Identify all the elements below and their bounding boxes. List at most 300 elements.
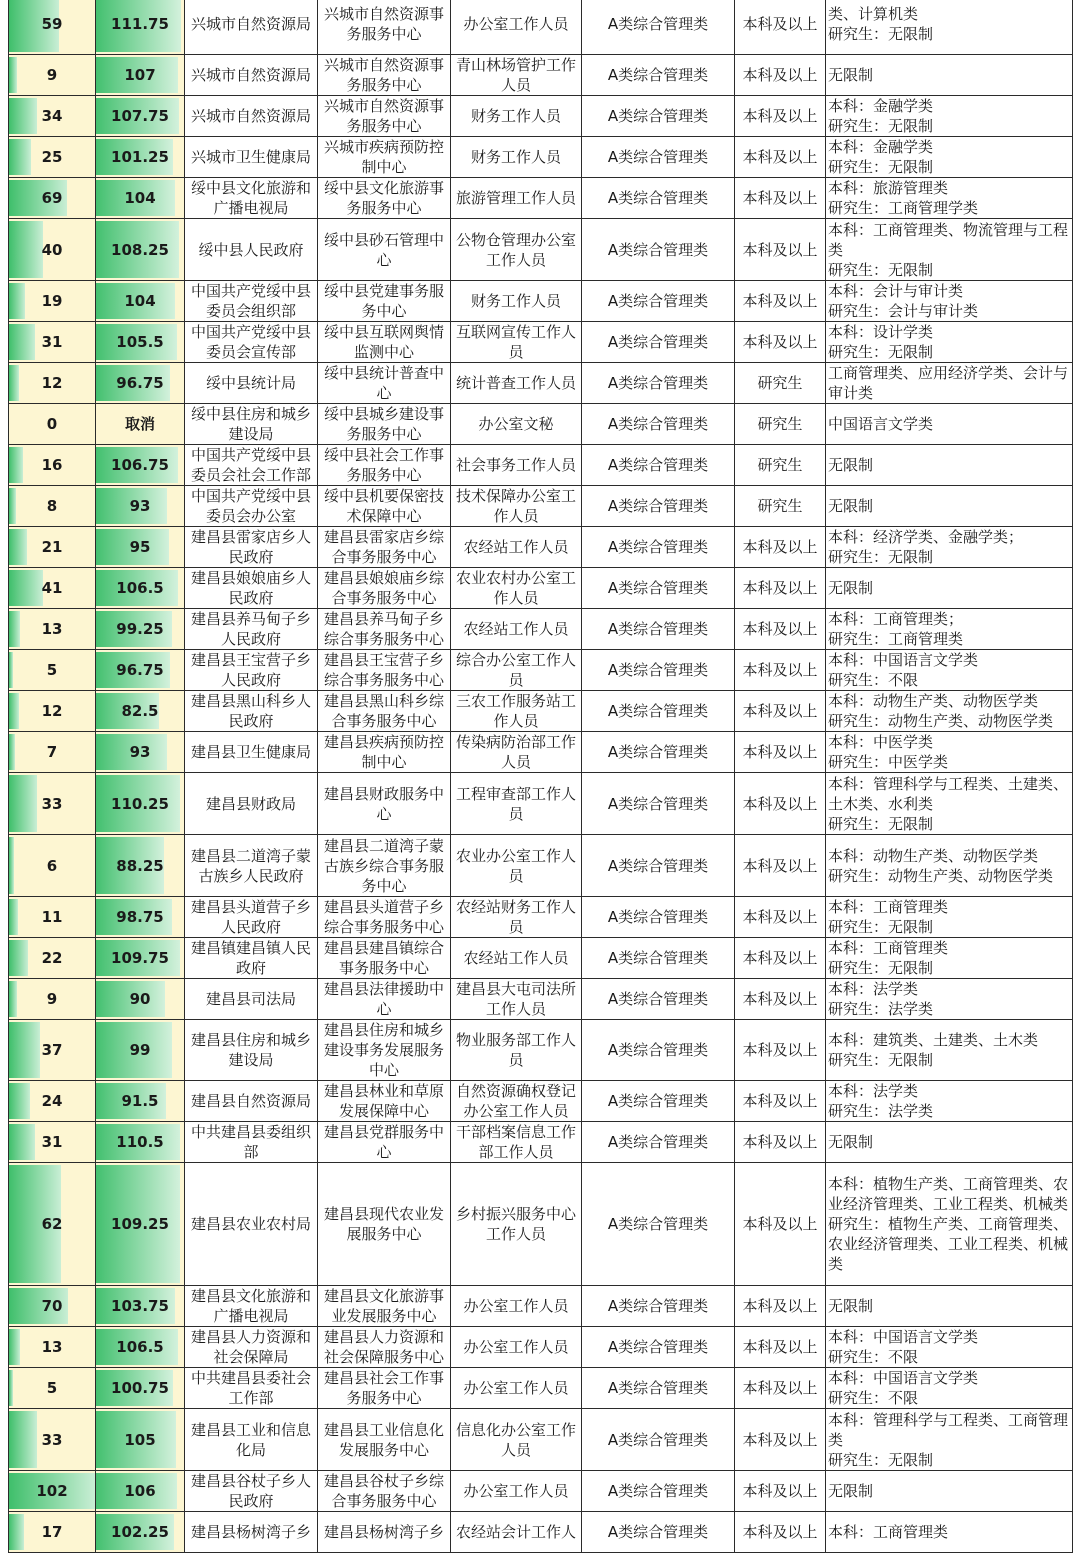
score-value: 104 bbox=[124, 189, 156, 207]
department-cell: 建昌县养马甸子乡人民政府 bbox=[185, 609, 318, 650]
unit-cell: 建昌县谷杖子乡综合事务服务中心 bbox=[318, 1471, 451, 1512]
category-cell: A类综合管理类 bbox=[582, 691, 735, 732]
applicant-count-cell bbox=[9, 938, 96, 979]
unit-cell: 建昌县住房和城乡建设事务发展服务中心 bbox=[318, 1020, 451, 1081]
department-cell: 中国共产党绥中县委员会办公室 bbox=[185, 486, 318, 527]
score-value: 取消 bbox=[124, 415, 155, 433]
applicant-count: 16 bbox=[41, 456, 63, 474]
unit-cell: 绥中县统计普查中心 bbox=[318, 363, 451, 404]
department-cell: 建昌县文化旅游和广播电视局 bbox=[185, 1286, 318, 1327]
applicant-count-bar bbox=[9, 139, 31, 175]
unit-cell: 绥中县机要保密技术保障中心 bbox=[318, 486, 451, 527]
score-cell bbox=[96, 96, 185, 137]
category-cell: A类综合管理类 bbox=[582, 1286, 735, 1327]
score-cell bbox=[96, 835, 185, 897]
score-cell bbox=[96, 979, 185, 1020]
category-cell: A类综合管理类 bbox=[582, 219, 735, 281]
department-cell: 建昌县头道营子乡人民政府 bbox=[185, 897, 318, 938]
requirement-cell: 工商管理类、应用经济学类、会计与审计类 bbox=[826, 363, 1073, 404]
applicant-count-cell bbox=[9, 979, 96, 1020]
applicant-count-bar bbox=[9, 221, 43, 278]
requirement-cell: 本科：中国语言文学类 研究生：不限 bbox=[826, 1327, 1073, 1368]
score-value: 110.25 bbox=[111, 794, 169, 813]
requirement-cell: 本科：法学类 研究生：法学类 bbox=[826, 1081, 1073, 1122]
department-cell: 建昌县农业农村局 bbox=[185, 1163, 318, 1286]
department-cell: 建昌县财政局 bbox=[185, 773, 318, 835]
score-cell bbox=[96, 0, 185, 55]
post-cell: 办公室工作人员 bbox=[451, 1327, 582, 1368]
applicant-count-bar bbox=[9, 837, 14, 894]
table-row bbox=[9, 281, 1073, 322]
applicant-count: 8 bbox=[46, 497, 58, 515]
score-cell bbox=[96, 1409, 185, 1471]
applicant-count-cell bbox=[9, 1122, 96, 1163]
category-cell: A类综合管理类 bbox=[582, 938, 735, 979]
education-cell: 研究生 bbox=[735, 404, 826, 445]
score-value: 109.25 bbox=[111, 1215, 169, 1233]
table-row bbox=[9, 1020, 1073, 1081]
applicant-count: 6 bbox=[46, 856, 58, 875]
table-row bbox=[9, 938, 1073, 979]
unit-cell: 绥中县文化旅游事务服务中心 bbox=[318, 178, 451, 219]
department-cell: 中共建昌县委组织部 bbox=[185, 1122, 318, 1163]
post-cell: 农经站工作人员 bbox=[451, 609, 582, 650]
category-cell: A类综合管理类 bbox=[582, 137, 735, 178]
score-value: 96.75 bbox=[116, 661, 164, 679]
applicant-count: 37 bbox=[41, 1041, 63, 1059]
score-cell bbox=[96, 1163, 185, 1286]
score-value: 111.75 bbox=[111, 14, 169, 33]
requirement-cell: 无限制 bbox=[826, 1471, 1073, 1512]
requirement-cell: 本科：会计与审计类 研究生：会计与审计类 bbox=[826, 281, 1073, 322]
category-cell: A类综合管理类 bbox=[582, 1327, 735, 1368]
requirement-cell: 本科：动物生产类、动物医学类 研究生：动物生产类、动物医学类 bbox=[826, 691, 1073, 732]
table-row bbox=[9, 178, 1073, 219]
unit-cell: 建昌县养马甸子乡综合事务服务中心 bbox=[318, 609, 451, 650]
requirement-cell: 本科：旅游管理类 研究生：工商管理学类 bbox=[826, 178, 1073, 219]
applicant-count-bar bbox=[9, 940, 28, 976]
applicant-count-cell bbox=[9, 1163, 96, 1286]
post-cell: 乡村振兴服务中心工作人员 bbox=[451, 1163, 582, 1286]
score-cell bbox=[96, 486, 185, 527]
applicant-count: 7 bbox=[46, 743, 58, 761]
category-cell: A类综合管理类 bbox=[582, 897, 735, 938]
category-cell: A类综合管理类 bbox=[582, 773, 735, 835]
table-row bbox=[9, 55, 1073, 96]
post-cell: 青山林场管护工作人员 bbox=[451, 55, 582, 96]
applicant-count-cell bbox=[9, 609, 96, 650]
post-cell: 社会事务工作人员 bbox=[451, 445, 582, 486]
applicant-count-cell bbox=[9, 178, 96, 219]
score-cell bbox=[96, 691, 185, 732]
education-cell: 本科及以上 bbox=[735, 137, 826, 178]
applicant-count-cell bbox=[9, 0, 96, 55]
unit-cell: 建昌县雷家店乡综合事务服务中心 bbox=[318, 527, 451, 568]
table-row bbox=[9, 1368, 1073, 1409]
department-cell: 建昌县谷杖子乡人民政府 bbox=[185, 1471, 318, 1512]
applicant-count: 24 bbox=[41, 1092, 63, 1110]
table-row bbox=[9, 773, 1073, 835]
score-value: 82.5 bbox=[121, 702, 159, 720]
score-cell bbox=[96, 445, 185, 486]
applicant-count-cell bbox=[9, 1327, 96, 1368]
table-row bbox=[9, 835, 1073, 897]
category-cell: A类综合管理类 bbox=[582, 650, 735, 691]
department-cell: 建昌县黑山科乡人民政府 bbox=[185, 691, 318, 732]
category-cell: A类综合管理类 bbox=[582, 835, 735, 897]
education-cell: 本科及以上 bbox=[735, 979, 826, 1020]
post-cell: 办公室工作人员 bbox=[451, 1368, 582, 1409]
category-cell: A类综合管理类 bbox=[582, 1471, 735, 1512]
applicant-count-bar bbox=[9, 652, 13, 688]
applicant-count-bar bbox=[9, 488, 16, 524]
score-value: 101.25 bbox=[111, 148, 169, 166]
score-cell bbox=[96, 527, 185, 568]
department-cell: 建昌县卫生健康局 bbox=[185, 732, 318, 773]
table-row bbox=[9, 732, 1073, 773]
applicant-count: 19 bbox=[41, 292, 63, 310]
category-cell: A类综合管理类 bbox=[582, 281, 735, 322]
department-cell: 绥中县文化旅游和广播电视局 bbox=[185, 178, 318, 219]
education-cell: 本科及以上 bbox=[735, 527, 826, 568]
table-row bbox=[9, 1471, 1073, 1512]
category-cell: A类综合管理类 bbox=[582, 178, 735, 219]
category-cell: A类综合管理类 bbox=[582, 445, 735, 486]
table-row bbox=[9, 363, 1073, 404]
applicant-count-cell bbox=[9, 322, 96, 363]
unit-cell: 建昌县疾病预防控制中心 bbox=[318, 732, 451, 773]
applicant-count-bar bbox=[9, 529, 27, 565]
post-cell: 统计普查工作人员 bbox=[451, 363, 582, 404]
unit-cell: 建昌县娘娘庙乡综合事务服务中心 bbox=[318, 568, 451, 609]
education-cell: 本科及以上 bbox=[735, 322, 826, 363]
score-cell bbox=[96, 404, 185, 445]
score-value: 93 bbox=[129, 743, 151, 761]
unit-cell: 建昌县头道营子乡综合事务服务中心 bbox=[318, 897, 451, 938]
score-value: 93 bbox=[129, 497, 151, 515]
unit-cell: 建昌县党群服务中心 bbox=[318, 1122, 451, 1163]
requirement-cell: 本科：中国语言文学类 研究生：不限 bbox=[826, 650, 1073, 691]
unit-cell: 建昌县二道湾子蒙古族乡综合事务服务中心 bbox=[318, 835, 451, 897]
applicant-count-bar bbox=[9, 1329, 20, 1365]
education-cell: 本科及以上 bbox=[735, 0, 826, 55]
score-value: 96.75 bbox=[116, 374, 164, 392]
score-cell bbox=[96, 609, 185, 650]
applicant-count: 69 bbox=[41, 189, 63, 207]
score-value: 106.5 bbox=[116, 579, 164, 597]
education-cell: 研究生 bbox=[735, 363, 826, 404]
unit-cell: 兴城市自然资源事务服务中心 bbox=[318, 96, 451, 137]
unit-cell: 绥中县互联网舆情监测中心 bbox=[318, 322, 451, 363]
post-cell: 建昌县大屯司法所工作人员 bbox=[451, 979, 582, 1020]
score-value: 108.25 bbox=[111, 240, 169, 259]
category-cell: A类综合管理类 bbox=[582, 609, 735, 650]
applicant-count: 9 bbox=[46, 990, 58, 1008]
table-row bbox=[9, 0, 1073, 55]
requirement-cell: 本科：工商管理类 研究生：无限制 bbox=[826, 897, 1073, 938]
table-row bbox=[9, 1122, 1073, 1163]
applicant-count-cell bbox=[9, 1409, 96, 1471]
department-cell: 建昌县自然资源局 bbox=[185, 1081, 318, 1122]
education-cell: 本科及以上 bbox=[735, 1286, 826, 1327]
post-cell: 综合办公室工作人员 bbox=[451, 650, 582, 691]
table-row bbox=[9, 527, 1073, 568]
education-cell: 本科及以上 bbox=[735, 1471, 826, 1512]
education-cell: 本科及以上 bbox=[735, 219, 826, 281]
department-cell: 建昌县司法局 bbox=[185, 979, 318, 1020]
post-cell: 农经站财务工作人员 bbox=[451, 897, 582, 938]
table-row bbox=[9, 1081, 1073, 1122]
score-cell bbox=[96, 938, 185, 979]
applicant-count-cell bbox=[9, 1471, 96, 1512]
education-cell: 本科及以上 bbox=[735, 1409, 826, 1471]
score-cell bbox=[96, 1471, 185, 1512]
applicant-count: 17 bbox=[41, 1523, 63, 1541]
post-cell: 干部档案信息工作部工作人员 bbox=[451, 1122, 582, 1163]
requirement-cell: 本科：工商管理类、物流管理与工程类 研究生：无限制 bbox=[826, 219, 1073, 281]
requirement-cell: 本科：工商管理类 bbox=[826, 1512, 1073, 1553]
table-row bbox=[9, 897, 1073, 938]
category-cell: A类综合管理类 bbox=[582, 568, 735, 609]
score-value: 110.5 bbox=[116, 1133, 164, 1151]
department-cell: 绥中县人民政府 bbox=[185, 219, 318, 281]
unit-cell: 兴城市自然资源事务服务中心 bbox=[318, 0, 451, 55]
department-cell: 建昌县雷家店乡人民政府 bbox=[185, 527, 318, 568]
requirement-cell: 本科：设计学类 研究生：无限制 bbox=[826, 322, 1073, 363]
education-cell: 研究生 bbox=[735, 486, 826, 527]
department-cell: 建昌县王宝营子乡人民政府 bbox=[185, 650, 318, 691]
score-value: 90 bbox=[129, 990, 151, 1008]
applicant-count-cell bbox=[9, 691, 96, 732]
applicant-count-bar bbox=[9, 365, 19, 401]
education-cell: 本科及以上 bbox=[735, 1020, 826, 1081]
category-cell: A类综合管理类 bbox=[582, 96, 735, 137]
score-value: 107 bbox=[124, 66, 156, 84]
post-cell: 财务工作人员 bbox=[451, 281, 582, 322]
score-value: 98.75 bbox=[116, 908, 164, 926]
applicant-count-bar bbox=[9, 98, 37, 134]
applicant-count-cell bbox=[9, 650, 96, 691]
score-cell bbox=[96, 732, 185, 773]
applicant-count: 41 bbox=[41, 579, 63, 597]
education-cell: 本科及以上 bbox=[735, 835, 826, 897]
category-cell: A类综合管理类 bbox=[582, 979, 735, 1020]
post-cell: 物业服务部工作人员 bbox=[451, 1020, 582, 1081]
applicant-count-cell bbox=[9, 219, 96, 281]
score-cell bbox=[96, 55, 185, 96]
score-value: 107.75 bbox=[111, 107, 169, 125]
requirement-cell: 本科：中国语言文学类 研究生：不限 bbox=[826, 1368, 1073, 1409]
applicant-count: 12 bbox=[41, 374, 63, 392]
applicant-count-bar bbox=[9, 1083, 30, 1119]
applicant-count: 102 bbox=[36, 1482, 68, 1500]
department-cell: 建昌县二道湾子蒙古族乡人民政府 bbox=[185, 835, 318, 897]
applicant-count: 25 bbox=[41, 148, 63, 166]
category-cell: A类综合管理类 bbox=[582, 732, 735, 773]
applicant-count: 9 bbox=[46, 66, 58, 84]
department-cell: 中国共产党绥中县委员会宣传部 bbox=[185, 322, 318, 363]
post-cell: 农业办公室工作人员 bbox=[451, 835, 582, 897]
score-value: 99 bbox=[129, 1041, 151, 1059]
education-cell: 本科及以上 bbox=[735, 897, 826, 938]
category-cell: A类综合管理类 bbox=[582, 322, 735, 363]
applicant-count-bar bbox=[9, 283, 25, 319]
post-cell: 农经站会计工作人 bbox=[451, 1512, 582, 1553]
department-cell: 建昌镇建昌镇人民政府 bbox=[185, 938, 318, 979]
applicant-count-bar bbox=[9, 1022, 40, 1078]
score-value: 103.75 bbox=[111, 1297, 169, 1315]
category-cell: A类综合管理类 bbox=[582, 1020, 735, 1081]
department-cell: 中国共产党绥中县委员会社会工作部 bbox=[185, 445, 318, 486]
score-cell bbox=[96, 281, 185, 322]
applicant-count-bar bbox=[9, 324, 35, 360]
category-cell: A类综合管理类 bbox=[582, 486, 735, 527]
post-cell: 传染病防治部工作人员 bbox=[451, 732, 582, 773]
score-cell bbox=[96, 363, 185, 404]
table-row bbox=[9, 219, 1073, 281]
table-row bbox=[9, 445, 1073, 486]
requirement-cell: 无限制 bbox=[826, 55, 1073, 96]
table-row bbox=[9, 1286, 1073, 1327]
applicant-count-cell bbox=[9, 1020, 96, 1081]
unit-cell: 绥中县社会工作事务服务中心 bbox=[318, 445, 451, 486]
education-cell: 本科及以上 bbox=[735, 55, 826, 96]
applicant-count-cell bbox=[9, 1286, 96, 1327]
score-value: 109.75 bbox=[111, 949, 169, 967]
department-cell: 建昌县杨树湾子乡 bbox=[185, 1512, 318, 1553]
post-cell: 互联网宣传工作人员 bbox=[451, 322, 582, 363]
education-cell: 本科及以上 bbox=[735, 938, 826, 979]
applicant-count: 22 bbox=[41, 949, 63, 967]
unit-cell: 建昌县杨树湾子乡 bbox=[318, 1512, 451, 1553]
unit-cell: 建昌县社会工作事务服务中心 bbox=[318, 1368, 451, 1409]
applicant-count: 59 bbox=[41, 14, 63, 33]
education-cell: 本科及以上 bbox=[735, 281, 826, 322]
positions-table bbox=[8, 0, 1073, 1553]
applicant-count: 12 bbox=[41, 702, 63, 720]
score-cell bbox=[96, 1020, 185, 1081]
unit-cell: 绥中县党建事务服务中心 bbox=[318, 281, 451, 322]
requirement-cell: 无限制 bbox=[826, 568, 1073, 609]
category-cell: A类综合管理类 bbox=[582, 1368, 735, 1409]
requirement-cell: 无限制 bbox=[826, 1122, 1073, 1163]
score-cell bbox=[96, 322, 185, 363]
department-cell: 中国共产党绥中县委员会组织部 bbox=[185, 281, 318, 322]
department-cell: 建昌县人力资源和社会保障局 bbox=[185, 1327, 318, 1368]
score-cell bbox=[96, 1368, 185, 1409]
score-cell bbox=[96, 568, 185, 609]
education-cell: 本科及以上 bbox=[735, 96, 826, 137]
applicant-count: 21 bbox=[41, 538, 63, 556]
applicant-count: 40 bbox=[41, 240, 63, 259]
applicant-count-bar bbox=[9, 981, 17, 1017]
applicant-count-bar bbox=[9, 570, 43, 606]
score-cell bbox=[96, 650, 185, 691]
unit-cell: 建昌县现代农业发展服务中心 bbox=[318, 1163, 451, 1286]
department-cell: 建昌县工业和信息化局 bbox=[185, 1409, 318, 1471]
applicant-count-bar bbox=[9, 1514, 24, 1550]
applicant-count: 62 bbox=[41, 1215, 63, 1233]
table-row bbox=[9, 322, 1073, 363]
category-cell: A类综合管理类 bbox=[582, 1409, 735, 1471]
department-cell: 绥中县统计局 bbox=[185, 363, 318, 404]
unit-cell: 建昌县黑山科乡综合事务服务中心 bbox=[318, 691, 451, 732]
table-row bbox=[9, 609, 1073, 650]
score-cell bbox=[96, 178, 185, 219]
score-value: 105 bbox=[124, 1430, 156, 1449]
requirement-cell: 本科：动物生产类、动物医学类 研究生：动物生产类、动物医学类 bbox=[826, 835, 1073, 897]
applicant-count-bar bbox=[9, 1124, 35, 1160]
score-value: 100.75 bbox=[111, 1379, 169, 1397]
score-cell bbox=[96, 219, 185, 281]
applicant-count-cell bbox=[9, 404, 96, 445]
post-cell: 旅游管理工作人员 bbox=[451, 178, 582, 219]
category-cell: A类综合管理类 bbox=[582, 1122, 735, 1163]
post-cell: 农经站工作人员 bbox=[451, 938, 582, 979]
requirement-cell: 本科：管理科学与工程类、土建类、土木类、水利类 研究生：无限制 bbox=[826, 773, 1073, 835]
education-cell: 本科及以上 bbox=[735, 773, 826, 835]
applicant-count-bar bbox=[9, 899, 18, 935]
requirement-cell: 本科：建筑类、土建类、土木类 研究生：无限制 bbox=[826, 1020, 1073, 1081]
applicant-count-cell bbox=[9, 1368, 96, 1409]
requirement-cell: 本科：植物生产类、工商管理类、农业经济管理类、工业工程类、机械类 研究生：植物生产类、工商管理类、农业经济管理类、工业工程类、机械类 bbox=[826, 1163, 1073, 1286]
score-value: 106.5 bbox=[116, 1338, 164, 1356]
post-cell: 办公室文秘 bbox=[451, 404, 582, 445]
applicant-count-bar bbox=[9, 447, 23, 483]
score-cell bbox=[96, 137, 185, 178]
category-cell: A类综合管理类 bbox=[582, 1081, 735, 1122]
post-cell: 工程审查部工作人员 bbox=[451, 773, 582, 835]
post-cell: 公物仓管理办公室工作人员 bbox=[451, 219, 582, 281]
requirement-cell: 本科：法学类 研究生：法学类 bbox=[826, 979, 1073, 1020]
applicant-count-cell bbox=[9, 55, 96, 96]
score-cell bbox=[96, 1512, 185, 1553]
department-cell: 兴城市自然资源局 bbox=[185, 55, 318, 96]
department-cell: 兴城市自然资源局 bbox=[185, 96, 318, 137]
score-cell bbox=[96, 897, 185, 938]
requirement-cell: 本科：工商管理类 研究生：无限制 bbox=[826, 938, 1073, 979]
applicant-count-bar bbox=[9, 1411, 37, 1468]
score-value: 105.5 bbox=[116, 333, 164, 351]
education-cell: 本科及以上 bbox=[735, 1327, 826, 1368]
education-cell: 研究生 bbox=[735, 445, 826, 486]
post-cell: 农经站工作人员 bbox=[451, 527, 582, 568]
category-cell: A类综合管理类 bbox=[582, 0, 735, 55]
applicant-count-cell bbox=[9, 527, 96, 568]
department-cell: 建昌县住房和城乡建设局 bbox=[185, 1020, 318, 1081]
applicant-count: 31 bbox=[41, 333, 63, 351]
unit-cell: 建昌县文化旅游事业发展服务中心 bbox=[318, 1286, 451, 1327]
requirement-cell: 本科：工商管理类； 研究生：工商管理类 bbox=[826, 609, 1073, 650]
unit-cell: 建昌县建昌镇综合事务服务中心 bbox=[318, 938, 451, 979]
applicant-count-cell bbox=[9, 732, 96, 773]
post-cell: 信息化办公室工作人员 bbox=[451, 1409, 582, 1471]
applicant-count-cell bbox=[9, 773, 96, 835]
education-cell: 本科及以上 bbox=[735, 1512, 826, 1553]
table-row bbox=[9, 1409, 1073, 1471]
score-value: 88.25 bbox=[116, 856, 164, 875]
applicant-count: 5 bbox=[46, 1379, 58, 1397]
education-cell: 本科及以上 bbox=[735, 178, 826, 219]
score-value: 106 bbox=[124, 1482, 156, 1500]
education-cell: 本科及以上 bbox=[735, 1081, 826, 1122]
category-cell: A类综合管理类 bbox=[582, 404, 735, 445]
post-cell: 财务工作人员 bbox=[451, 137, 582, 178]
applicant-count: 5 bbox=[46, 661, 58, 679]
requirement-cell: 本科：经济学类、金融学类； 研究生：无限制 bbox=[826, 527, 1073, 568]
score-cell bbox=[96, 1327, 185, 1368]
category-cell: A类综合管理类 bbox=[582, 1512, 735, 1553]
